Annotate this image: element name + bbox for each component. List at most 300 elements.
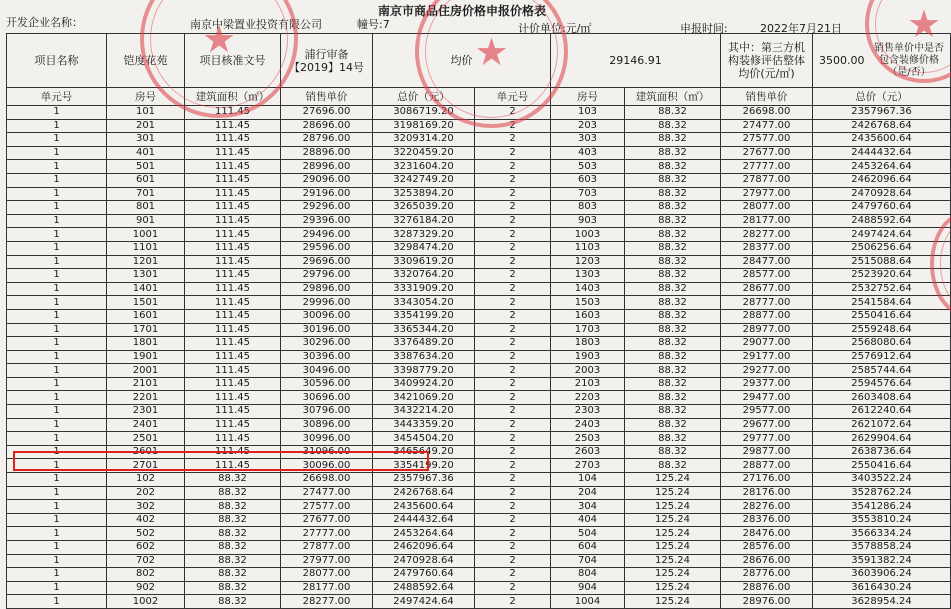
table-cell: 29196.00 [281, 187, 373, 201]
table-cell: 1503 [551, 296, 625, 310]
table-cell: 111.45 [185, 309, 281, 323]
table-cell: 1601 [107, 309, 185, 323]
table-cell: 2629904.64 [813, 432, 951, 446]
table-row [7, 541, 951, 555]
table-cell: 2559248.64 [813, 323, 951, 337]
developer-label: 开发企业名称： [6, 16, 83, 29]
decoration-price-label: 其中：第三方机构装修评估整体均价(元/㎡) [721, 34, 813, 88]
table-cell: 404 [551, 513, 625, 527]
table-cell: 111.45 [185, 214, 281, 228]
table-cell: 28176.00 [721, 486, 813, 500]
table-cell: 28576.00 [721, 541, 813, 555]
table-cell: 2601 [107, 445, 185, 459]
table-cell: 2550416.64 [813, 459, 951, 473]
table-cell: 29777.00 [721, 432, 813, 446]
table-cell: 29277.00 [721, 364, 813, 378]
table-cell: 402 [107, 513, 185, 527]
table-cell: 26698.00 [721, 106, 813, 120]
decoration-price-number: 3500.00 [819, 53, 865, 67]
table-cell: 125.24 [625, 595, 721, 609]
table-row [7, 201, 951, 215]
table-cell: 1 [7, 296, 107, 310]
table-cell: 27677.00 [281, 513, 373, 527]
table-cell: 88.32 [625, 187, 721, 201]
table-cell: 1 [7, 119, 107, 133]
table-cell: 2444432.64 [373, 513, 475, 527]
table-row [7, 309, 951, 323]
table-cell: 2 [475, 309, 551, 323]
table-cell: 1 [7, 214, 107, 228]
table-cell: 702 [107, 554, 185, 568]
table-row [7, 133, 951, 147]
table-cell: 28677.00 [721, 282, 813, 296]
table-row [7, 282, 951, 296]
table-row [7, 119, 951, 133]
table-cell: 28877.00 [721, 309, 813, 323]
table-cell: 1 [7, 241, 107, 255]
table-cell: 111.45 [185, 445, 281, 459]
table-cell: 3231604.20 [373, 160, 475, 174]
table-cell: 603 [551, 173, 625, 187]
table-cell: 1 [7, 323, 107, 337]
table-cell: 88.32 [625, 296, 721, 310]
table-cell: 2701 [107, 459, 185, 473]
table-cell: 28796.00 [281, 133, 373, 147]
table-cell: 88.32 [625, 391, 721, 405]
table-row [7, 160, 951, 174]
table-cell: 2612240.64 [813, 405, 951, 419]
column-header: 房号 [107, 88, 185, 106]
project-name-value: 铠度花苑 [107, 34, 185, 88]
table-cell: 28277.00 [281, 595, 373, 609]
table-cell: 2403 [551, 418, 625, 432]
table-cell: 29477.00 [721, 391, 813, 405]
table-cell: 88.32 [185, 554, 281, 568]
table-cell: 3298474.20 [373, 241, 475, 255]
table-cell: 2001 [107, 364, 185, 378]
table-row [7, 241, 951, 255]
table-cell: 1401 [107, 282, 185, 296]
table-cell: 88.32 [625, 228, 721, 242]
table-cell: 30496.00 [281, 364, 373, 378]
table-cell: 2462096.64 [813, 173, 951, 187]
table-cell: 2603408.64 [813, 391, 951, 405]
table-cell: 29896.00 [281, 282, 373, 296]
table-cell: 2 [475, 350, 551, 364]
table-cell: 3365344.20 [373, 323, 475, 337]
table-cell: 2 [475, 241, 551, 255]
table-cell: 2201 [107, 391, 185, 405]
table-cell: 2479760.64 [373, 568, 475, 582]
includes-decoration-label: 销售单价中是否包含装修价格（是/否） [874, 42, 944, 78]
table-cell: 2 [475, 364, 551, 378]
table-cell: 28276.00 [721, 500, 813, 514]
table-row [7, 432, 951, 446]
table-cell: 2470928.64 [813, 187, 951, 201]
table-cell: 1801 [107, 337, 185, 351]
avg-price-value: 29146.91 [551, 34, 721, 88]
table-cell: 111.45 [185, 255, 281, 269]
table-cell: 1103 [551, 241, 625, 255]
table-cell: 27877.00 [721, 173, 813, 187]
table-cell: 27777.00 [721, 160, 813, 174]
table-cell: 3628954.24 [813, 595, 951, 609]
table-cell: 125.24 [625, 473, 721, 487]
table-cell: 28377.00 [721, 241, 813, 255]
table-cell: 111.45 [185, 160, 281, 174]
table-cell: 88.32 [185, 581, 281, 595]
table-cell: 111.45 [185, 119, 281, 133]
price-unit: 计价单位:元/㎡ [518, 22, 592, 35]
table-cell: 2 [475, 282, 551, 296]
table-cell: 125.24 [625, 568, 721, 582]
table-cell: 604 [551, 541, 625, 555]
table-row [7, 350, 951, 364]
table-cell: 125.24 [625, 581, 721, 595]
table-cell: 704 [551, 554, 625, 568]
table-cell: 88.32 [625, 323, 721, 337]
table-row [7, 595, 951, 609]
table-row [7, 173, 951, 187]
table-cell: 88.32 [625, 255, 721, 269]
table-cell: 1501 [107, 296, 185, 310]
table-cell: 303 [551, 133, 625, 147]
table-cell: 2576912.64 [813, 350, 951, 364]
table-cell: 28996.00 [281, 160, 373, 174]
declare-date-value: 2022年7月21日 [760, 22, 842, 35]
table-cell: 88.32 [185, 595, 281, 609]
table-cell: 2 [475, 527, 551, 541]
table-cell: 111.45 [185, 377, 281, 391]
table-cell: 3320764.20 [373, 269, 475, 283]
table-cell: 125.24 [625, 527, 721, 541]
table-cell: 1 [7, 160, 107, 174]
table-cell: 2488592.64 [373, 581, 475, 595]
table-cell: 3354199.20 [373, 309, 475, 323]
table-row [7, 146, 951, 160]
table-cell: 3409924.20 [373, 377, 475, 391]
table-cell: 2 [475, 269, 551, 283]
official-seal-stamp: ★ [140, 0, 298, 118]
table-cell: 28876.00 [721, 581, 813, 595]
table-cell: 111.45 [185, 418, 281, 432]
table-cell: 1 [7, 513, 107, 527]
table-cell: 2 [475, 554, 551, 568]
table-cell: 1 [7, 432, 107, 446]
table-cell: 3287329.20 [373, 228, 475, 242]
table-cell: 3443359.20 [373, 418, 475, 432]
table-cell: 3331909.20 [373, 282, 475, 296]
table-cell: 1 [7, 391, 107, 405]
avg-price-label: 均价 [373, 34, 551, 88]
table-cell: 29677.00 [721, 418, 813, 432]
table-cell: 2 [475, 432, 551, 446]
decoration-price-value [813, 34, 951, 88]
table-cell: 2003 [551, 364, 625, 378]
table-cell: 30096.00 [281, 309, 373, 323]
table-cell: 29696.00 [281, 255, 373, 269]
table-cell: 1 [7, 201, 107, 215]
table-cell: 2 [475, 568, 551, 582]
table-row [7, 187, 951, 201]
table-cell: 401 [107, 146, 185, 160]
table-cell: 88.32 [625, 309, 721, 323]
table-cell: 1303 [551, 269, 625, 283]
table-row [7, 568, 951, 582]
table-row [7, 214, 951, 228]
table-cell: 2 [475, 445, 551, 459]
table-cell: 1201 [107, 255, 185, 269]
table-cell: 1 [7, 459, 107, 473]
table-row [7, 377, 951, 391]
table-cell: 2 [475, 500, 551, 514]
table-cell: 602 [107, 541, 185, 555]
table-cell: 301 [107, 133, 185, 147]
table-cell: 2 [475, 106, 551, 120]
table-cell: 202 [107, 486, 185, 500]
table-cell: 3253894.20 [373, 187, 475, 201]
approval-label: 项目核准文号 [185, 34, 281, 88]
table-cell: 2 [475, 296, 551, 310]
table-cell: 2585744.64 [813, 364, 951, 378]
table-cell: 88.32 [625, 214, 721, 228]
table-cell: 2 [475, 513, 551, 527]
table-cell: 28676.00 [721, 554, 813, 568]
project-info-row [7, 34, 951, 88]
table-cell: 2301 [107, 405, 185, 419]
table-cell: 111.45 [185, 296, 281, 310]
table-cell: 504 [551, 527, 625, 541]
table-row [7, 323, 951, 337]
price-table [6, 33, 951, 609]
table-cell: 902 [107, 581, 185, 595]
table-cell: 88.32 [625, 133, 721, 147]
table-cell: 88.32 [625, 377, 721, 391]
table-cell: 3220459.20 [373, 146, 475, 160]
table-cell: 1 [7, 405, 107, 419]
table-cell: 1701 [107, 323, 185, 337]
table-cell: 88.32 [625, 146, 721, 160]
table-cell: 3553810.24 [813, 513, 951, 527]
table-cell: 3309619.20 [373, 255, 475, 269]
table-cell: 1 [7, 568, 107, 582]
table-cell: 28177.00 [281, 581, 373, 595]
table-cell: 701 [107, 187, 185, 201]
table-cell: 28277.00 [721, 228, 813, 242]
column-header: 销售单价 [721, 88, 813, 106]
table-cell: 2 [475, 459, 551, 473]
table-cell: 2203 [551, 391, 625, 405]
table-cell: 2638736.64 [813, 445, 951, 459]
table-cell: 801 [107, 201, 185, 215]
table-cell: 28976.00 [721, 595, 813, 609]
table-row [7, 473, 951, 487]
table-cell: 3541286.24 [813, 500, 951, 514]
table-cell: 2 [475, 486, 551, 500]
table-cell: 29877.00 [721, 445, 813, 459]
table-cell: 28896.00 [281, 146, 373, 160]
table-row [7, 255, 951, 269]
table-cell: 1 [7, 350, 107, 364]
table-cell: 27977.00 [721, 187, 813, 201]
table-cell: 88.32 [625, 405, 721, 419]
table-cell: 1 [7, 337, 107, 351]
table-cell: 28776.00 [721, 568, 813, 582]
table-cell: 88.32 [625, 106, 721, 120]
table-cell: 88.32 [185, 500, 281, 514]
table-cell: 88.32 [625, 173, 721, 187]
table-cell: 101 [107, 106, 185, 120]
table-cell: 1002 [107, 595, 185, 609]
table-row [7, 405, 951, 419]
table-cell: 28977.00 [721, 323, 813, 337]
project-name-label: 项目名称 [7, 34, 107, 88]
table-cell: 111.45 [185, 432, 281, 446]
table-cell: 29796.00 [281, 269, 373, 283]
table-cell: 1803 [551, 337, 625, 351]
table-cell: 28077.00 [721, 201, 813, 215]
table-cell: 3432214.20 [373, 405, 475, 419]
table-cell: 1 [7, 146, 107, 160]
table-cell: 29577.00 [721, 405, 813, 419]
table-cell: 3465649.20 [373, 445, 475, 459]
table-cell: 30596.00 [281, 377, 373, 391]
column-header: 单元号 [7, 88, 107, 106]
table-row [7, 527, 951, 541]
table-cell: 3603906.24 [813, 568, 951, 582]
table-cell: 2 [475, 337, 551, 351]
table-cell: 27677.00 [721, 146, 813, 160]
table-cell: 28376.00 [721, 513, 813, 527]
table-cell: 111.45 [185, 282, 281, 296]
table-cell: 1 [7, 133, 107, 147]
table-cell: 3276184.20 [373, 214, 475, 228]
table-cell: 27877.00 [281, 541, 373, 555]
table-cell: 27696.00 [281, 106, 373, 120]
column-header: 销售单价 [281, 88, 373, 106]
table-cell: 3616430.24 [813, 581, 951, 595]
table-cell: 111.45 [185, 459, 281, 473]
table-cell: 3403522.24 [813, 473, 951, 487]
table-cell: 2603 [551, 445, 625, 459]
table-cell: 2 [475, 228, 551, 242]
table-cell: 30396.00 [281, 350, 373, 364]
table-cell: 703 [551, 187, 625, 201]
table-cell: 88.32 [625, 432, 721, 446]
table-cell: 88.32 [625, 364, 721, 378]
table-cell: 804 [551, 568, 625, 582]
table-row [7, 513, 951, 527]
table-cell: 30996.00 [281, 432, 373, 446]
table-cell: 2435600.64 [813, 133, 951, 147]
table-cell: 2479760.64 [813, 201, 951, 215]
table-cell: 29077.00 [721, 337, 813, 351]
table-cell: 1003 [551, 228, 625, 242]
table-cell: 2453264.64 [373, 527, 475, 541]
table-cell: 1 [7, 269, 107, 283]
table-cell: 111.45 [185, 201, 281, 215]
table-cell: 2357967.36 [813, 106, 951, 120]
table-cell: 28477.00 [721, 255, 813, 269]
table-cell: 111.45 [185, 187, 281, 201]
table-cell: 103 [551, 106, 625, 120]
table-cell: 26698.00 [281, 473, 373, 487]
table-cell: 2470928.64 [373, 554, 475, 568]
table-cell: 2426768.64 [813, 119, 951, 133]
table-cell: 2594576.64 [813, 377, 951, 391]
table-row [7, 106, 951, 120]
table-cell: 1903 [551, 350, 625, 364]
table-cell: 1403 [551, 282, 625, 296]
table-cell: 88.32 [185, 541, 281, 555]
table-cell: 201 [107, 119, 185, 133]
table-cell: 1 [7, 377, 107, 391]
table-cell: 2506256.64 [813, 241, 951, 255]
table-cell: 904 [551, 581, 625, 595]
table-cell: 3421069.20 [373, 391, 475, 405]
table-cell: 2101 [107, 377, 185, 391]
table-cell: 88.32 [625, 269, 721, 283]
table-cell: 1 [7, 255, 107, 269]
table-cell: 1 [7, 541, 107, 555]
table-cell: 29096.00 [281, 173, 373, 187]
table-cell: 1 [7, 473, 107, 487]
document-header [0, 0, 951, 36]
document-title: 南京市商品住房价格申报价格表 [378, 4, 547, 18]
table-cell: 2 [475, 255, 551, 269]
table-cell: 3198169.20 [373, 119, 475, 133]
table-cell: 28696.00 [281, 119, 373, 133]
table-cell: 2 [475, 133, 551, 147]
table-cell: 2 [475, 187, 551, 201]
table-cell: 30296.00 [281, 337, 373, 351]
table-cell: 111.45 [185, 133, 281, 147]
table-cell: 88.32 [185, 568, 281, 582]
table-cell: 30896.00 [281, 418, 373, 432]
column-header: 总价（元） [813, 88, 951, 106]
table-cell: 1703 [551, 323, 625, 337]
table-row [7, 364, 951, 378]
table-cell: 102 [107, 473, 185, 487]
table-cell: 111.45 [185, 405, 281, 419]
table-cell: 3566334.24 [813, 527, 951, 541]
table-cell: 1 [7, 173, 107, 187]
table-cell: 88.32 [625, 350, 721, 364]
table-cell: 3376489.20 [373, 337, 475, 351]
table-cell: 1301 [107, 269, 185, 283]
table-cell: 1 [7, 527, 107, 541]
table-cell: 3578858.24 [813, 541, 951, 555]
table-cell: 88.32 [625, 445, 721, 459]
table-cell: 2 [475, 418, 551, 432]
table-cell: 111.45 [185, 337, 281, 351]
table-cell: 1901 [107, 350, 185, 364]
approval-value: 浦行审备【2019】14号 [281, 34, 373, 88]
table-cell: 2488592.64 [813, 214, 951, 228]
table-cell: 2503 [551, 432, 625, 446]
table-cell: 2 [475, 201, 551, 215]
table-cell: 2462096.64 [373, 541, 475, 555]
table-cell: 30196.00 [281, 323, 373, 337]
table-cell: 88.32 [185, 486, 281, 500]
table-cell: 27777.00 [281, 527, 373, 541]
price-seal-stamp: ★ [415, 0, 568, 128]
table-cell: 802 [107, 568, 185, 582]
table-cell: 2621072.64 [813, 418, 951, 432]
table-cell: 1 [7, 445, 107, 459]
table-cell: 304 [551, 500, 625, 514]
highlight-box [13, 451, 429, 471]
